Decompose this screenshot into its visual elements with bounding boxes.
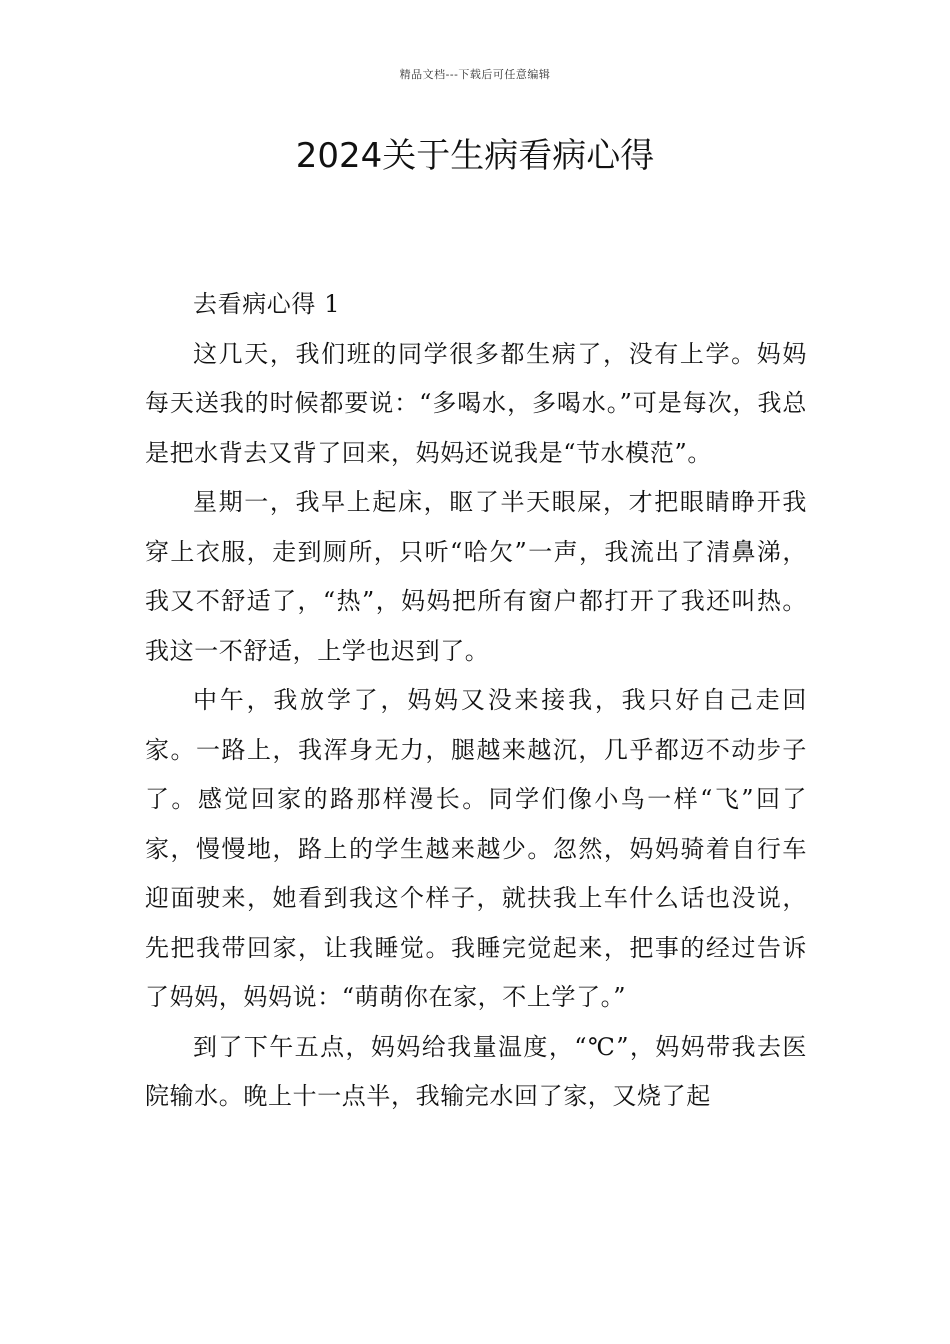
paragraph-3: 中午，我放学了，妈妈又没来接我，我只好自己走回家。一路上，我浑身无力，腿越来越沉，几乎都迈不动步子了。感觉回家的路那样漫长。同学们像小鸟一样“飞”回了家，慢慢地，路上的学生越来越少。忽然，妈妈骑着自行车迎面驶来，她看到我这个样子，就扶我上车什么话也没说，先把我带回家，让我睡觉。我睡完觉起来，把事的经过告诉了妈妈，妈妈说：“萌萌你在家，不上学了。”: [145, 686, 807, 1011]
document-title: 2024关于生病看病心得: [295, 136, 655, 176]
paragraph-4: 到了下午五点，妈妈给我量温度，“℃”，妈妈带我去医院输水。晚上十一点半，我输完水回了家，又烧了起: [145, 1032, 807, 1110]
paragraph-1: 这几天，我们班的同学很多都生病了，没有上学。妈妈每天送我的时候都要说：“多喝水，多喝水。”可是每次，我总是把水背去又背了回来，妈妈还说我是“节水模范”。: [145, 339, 807, 467]
section-heading: 去看病心得 1: [193, 290, 341, 318]
header-note: 精品文档---下载后可任意编辑: [399, 68, 551, 81]
document-body: [145, 280, 807, 1122]
paragraph-2: 星期一，我早上起床，眍了半天眼屎，才把眼睛睁开我穿上衣服，走到厕所，只听“哈欠”一声，我流出了清鼻涕，我又不舒适了，“热”，妈妈把所有窗户都打开了我还叫热。我这一不舒适，上学也迟到了。: [145, 488, 807, 665]
